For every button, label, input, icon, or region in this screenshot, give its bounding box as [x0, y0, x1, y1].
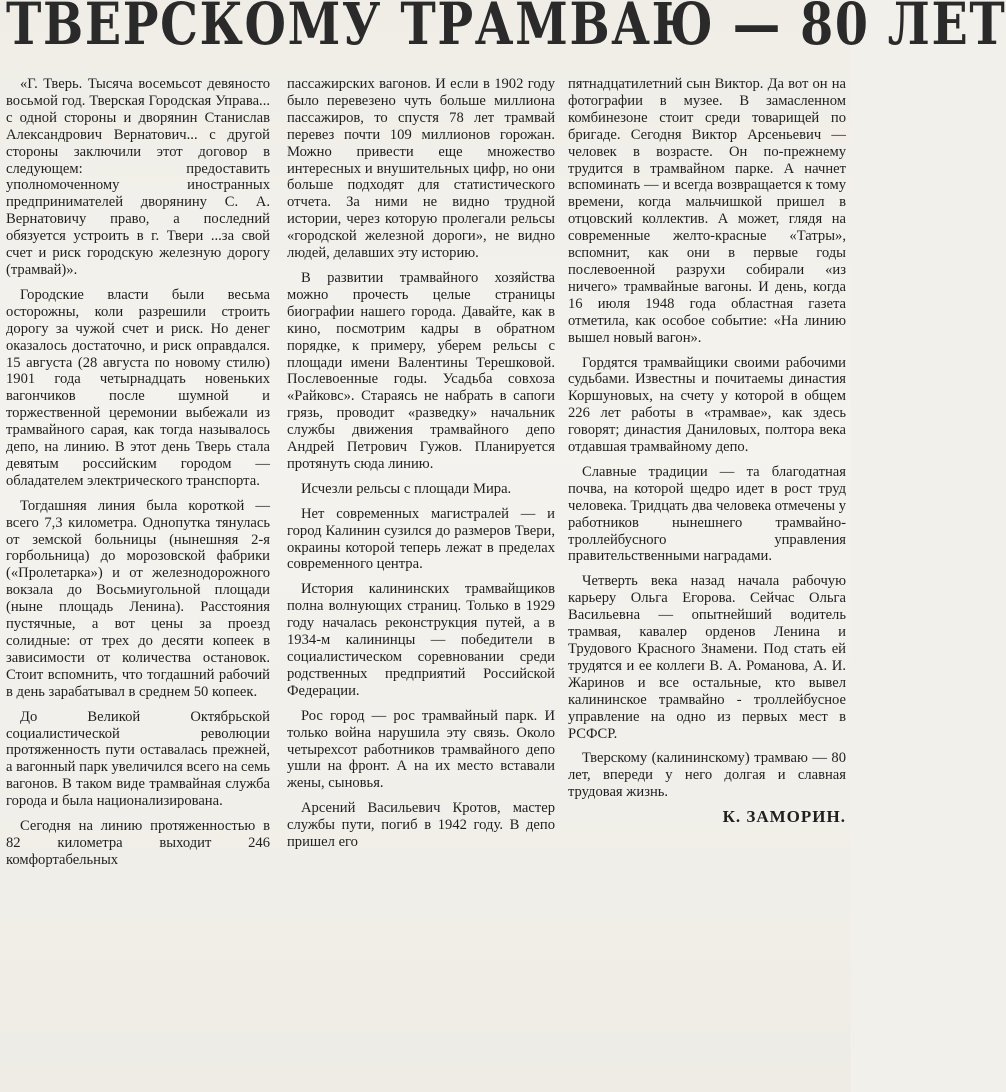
paragraph: Нет современных магистралей — и город Калинин сузился до размеров Твери, окраины которой теперь лежат в пределах современного центра.: [287, 505, 555, 573]
paragraph: Четверть века назад начала рабочую карьеру Ольга Егорова. Сейчас Ольга Васильевна — опытнейший водитель трамвая, кавалер орденов Ленина и Трудового Красного Знамени. Под стать ей трудятся и ее коллеги В. А. Романова, А. И. Жаринов и все остальные, кто вывел калининское трамвайно - троллейбусное управление на одно из первых мест в РСФСР.: [568, 573, 846, 742]
article-column-1: [6, 76, 270, 1092]
paragraph: Рос город — рос трамвайный парк. И только война нарушила эту связь. Около четырехсот работников трамвайного депо ушли на фронт. А на их место вставали жены, сыновья.: [287, 707, 555, 792]
author-signature: К. ЗАМОРИН.: [722, 807, 846, 827]
paragraph: В развитии трамвайного хозяйства можно прочесть целые страницы биографии нашего города. Давайте, как в кино, посмотрим кадры в обратном порядке, к примеру, уберем рельсы с площади имени Валентины Терешковой. Послевоенные годы. Усадьба совхоза «Райковс». Стараясь не набрать в сапоги грязь, проводит «разведку» начальник службы движения трамвайного депо Андрей Петрович Гужов. Планируется протянуть сюда линию.: [287, 269, 555, 472]
paragraph: пассажирских вагонов. И если в 1902 году было перевезено чуть больше миллиона пассажиров, то спустя 78 лет трамвай перевез почти 109 миллионов горожан. Можно привести еще множество интересных и внушительных цифр, но они больше подходят для статистического отчета. За ними не видно трудной истории, через которую пролегали рельсы «городской железной дороги», не видно людей, делавших эту историю.: [287, 76, 555, 262]
article-column-3: [568, 76, 846, 1092]
paragraph: Арсений Васильевич Кротов, мастер службы пути, погиб в 1942 году. В депо пришел его: [287, 800, 555, 851]
paragraph: До Великой Октябрьской социалистической революции протяженность пути оставалась прежней, а вагонный парк увеличился всего на семь вагонов. В таком виде трамвайная служба города и была национализирована.: [6, 708, 270, 810]
paragraph: Тверскому (калининскому) трамваю — 80 лет, впереди у него долгая и славная трудовая жизнь.: [568, 750, 846, 801]
headline: ТВЕРСКОМУ ТРАМВАЮ — 80 ЛЕТ: [6, 0, 1006, 58]
paragraph: Исчезли рельсы с площади Мира.: [301, 480, 512, 497]
article-column-2: [287, 76, 555, 1092]
paragraph: Тогдашняя линия была короткой — всего 7,3 километра. Однопутка тянулась от земской больницы (нынешняя 2-я горбольница) до морозовской фабрики («Пролетарка») и от железнодорожного вокзала до Восьмиугольной площади (ныне площадь Ленина). Расстояния пустячные, а вот цены за проезд солидные: от трех до десяти копеек в зависимости от количества остановок. Стоит вспомнить, что тогдашний рабочий в день зарабатывал в среднем 50 копеек.: [6, 497, 270, 700]
paragraph: «Г. Тверь. Тысяча восемьсот девяносто восьмой год. Тверская Городская Управа... с одной стороны и дворянин Станислав Александрович Вернатович... с другой стороны заключили этот договор в следующем: предоставить уполномоченному иностранных предпринимателей дворянину С. А. Вернатовичу право, а последний обязуется устроить в г. Твери ...за свой счет и риск городскую железную дорогу (трамвай)».: [6, 76, 270, 278]
paragraph: Городские власти были весьма осторожны, коли разрешили строить дорогу за чужой счет и риск. Но денег оказалось достаточно, и риск оправдался. 15 августа (28 августа по новому стилю) 1901 года четырнадцать новеньких вагончиков после шумной и торжественной церемонии выбежали из трамвайного сарая, как тогда называлось депо, на линию. В этот день Тверь стала девятым российским городом — обладателем электрического транспорта.: [6, 286, 270, 489]
paragraph: Славные традиции — та благодатная почва, на которой щедро идет в рост труд человека. Тридцать два человека отмечены у работников нынешнего трамвайно-троллейбусного управления правительственными наградами.: [568, 463, 846, 565]
paragraph: Сегодня на линию протяженностью в 82 километра выходит 246 комфортабельных: [6, 818, 270, 868]
paragraph: Гордятся трамвайщики своими рабочими судьбами. Известны и почитаемы династия Коршуновых, на счету у которой в общем 226 лет работы в «трамвае», как здесь говорят; династия Даниловых, полтора века отдавшая трамвайному депо.: [568, 354, 846, 456]
paragraph: пятнадцатилетний сын Виктор. Да вот он на фотографии в музее. В замасленном комбинезоне стоит среди товарищей по бригаде. Сегодня Виктор Арсеньевич — человек в возрасте. Он по-прежнему трудится в трамвайном парке. А начнет вспоминать — и всегда возвращается к тому времени, когда мальчишкой пришел в отцовский коллектив. А может, глядя на современные желто-красные «Татры», вспомнит, как они в первые годы послевоенной разрухи собирали «из ничего» трамвайные вагоны. И день, когда 16 июля 1948 года областная газета отметила, как особое событие: «На линию вышел новый вагон».: [568, 76, 846, 346]
paragraph: История калининских трамвайщиков полна волнующих страниц. Только в 1929 году началась реконструкция путей, а в 1934-м калининцы — победители в социалистическом соревновании среди родственных предприятий Российской Федерации.: [287, 581, 555, 699]
